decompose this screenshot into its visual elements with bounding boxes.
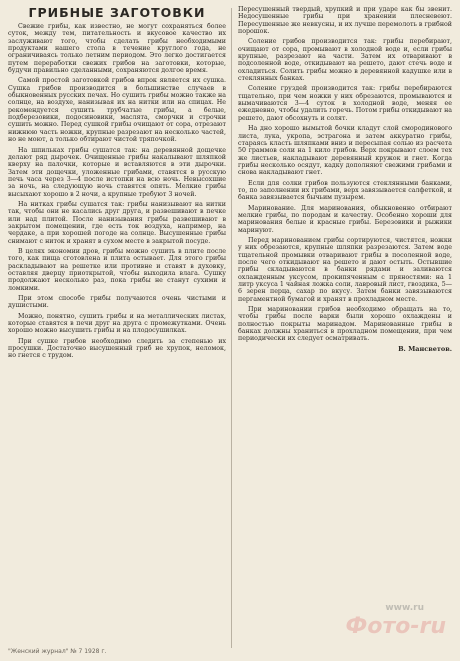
article-title: ГРИБНЫЕ ЗАГОТОВКИ <box>28 5 206 20</box>
paragraph: Перед маринованием грибы сортируются, чистятся, ножки у них обрезаются, крупные шляпки разрезаются. Затем воде тщательной промывки отваривают грибы в посоленной воде, после чего откидывают на решето и дают остыть. Остывшие грибы складываются в банки рядами и заливаются охлажденным уксусом, прокипяченным с пряностями: на 1 литр уксуса 1 чайная ложка соли, лавровый лист, гвоздика, 5—6 зерен перца, сахар по вкусу. Затем банки завязываются пергаментной бумагой и хранят в прохладном месте. <box>238 236 452 303</box>
watermark-logo: Фото-ru <box>345 614 446 639</box>
paragraph: Свежие грибы, как известно, не могут сохраняться более суток, между тем, питательность и вкусовое качество их заслуживают того, чтобы сделать грибы необходимыми продуктами нашего стола в течение круглого года, не ограничиваясь только летним периодом. Это легко достигается путем переработки свежих грибов на заготовки, которые, будучи правильно сделанными, сохраняются долгое время. <box>8 23 226 75</box>
paragraph: На шпильках грибы сушатся так: на деревянной дощечке делают ряд дырочек. Очищенные грибы накалывают шляпкой кверху на палочки, которые и вставляются в эти дырочки. Затем эти дощечки, уложенные грибами, ставятся в русскую печь часа через 3—4 после истопки на всю ночь. Невысохшие за ночь, на следующую ночь ставятся опять. Мелкие грибы высыхают хорошо в 2 ночи, а крупные требуют 3 ночей. <box>8 146 226 198</box>
paragraph: Маринование. Для маринования, обыкновенно отбирают мелкие грибы, по породам и качеству. Особенно хороши для маринования белые и красные грибы. Березовики и рыжики маринуют. <box>238 204 452 234</box>
paragraph: На нитках грибы сушатся так: грибы нанизывают на нитки так, чтобы они не касались друг друга, и развешивают в печке или над плитой. После нанизывания грибы развешивают в закрытом помещении, где есть ток воздуха, например, на чердаке, а при хорошей погоде на солнце. Высушенные грибы снимают с ниток и хранят в сухом месте в закрытой посуде. <box>8 200 226 245</box>
paragraph: Можно, понятно, сушить грибы и на металлических листах, которые ставятся в печи друг на друга с промежутками. Очень хорошо можно высушить грибы и на плодосушилках. <box>8 312 226 335</box>
right-column <box>238 6 452 353</box>
watermark-url: www.ru <box>385 603 424 613</box>
column-divider <box>231 8 232 648</box>
paragraph: При сушке грибов необходимо следить за степенью их просушки. Достаточно высушенный гриб не хрупок, неломок, но гнется с трудом. <box>8 337 226 360</box>
paragraph: На дно хорошо вымытой бочки кладут слой смородинового листа, лука, укропа, эстрагона и затем аккуратно грибы, стараясь класть шляпками вниз и пересыпая солью из расчета 50 граммов соли на 1 кило грибов. Верх покрывают слоем тех же листьев, накладывают деревянный кружок и гнет. Когда грибы несколько осядут, кадку дополняют свежими грибами и снова накладывают гнет. <box>238 125 452 177</box>
paragraph: При мариновании грибов необходимо обращать на то, чтобы грибы после варки были хорошо охлаждены и полностью покрыты маринадом. Маринованные грибы в банках должны храниться в прохладном помещении, при чем периодически их следует осматривать. <box>238 306 452 343</box>
paragraph: В целях экономии дров, грибы можно сушить в плите после того, как пища сготовлена и плита остывает. Для этого грибы раскладывают на решетке или противне и ставят в духовку, оставляя дверцу приоткрытой, чтобы выходила влага. Сушку продолжают несколько раз, пока грибы не станут сухими и ломкими. <box>8 247 226 292</box>
author-signature: В. Мансветов. <box>398 344 452 353</box>
paragraph: Самой простой заготовкой грибов впрок является их сушка. Сушка грибов производится в большинстве случаев в обыкновенных русских печах. Но сушить грибы можно также на солнце, на воздухе, нанизывая их на нитки или на спицах. Не рекомендуется сушить трубчатые грибы, а белые, подберезовики, подосиновики, маслята, сморчки и строчки сушить можно. Перед сушкой грибы очищают от сора, отрезают нижнюю часть ножки, крупные разрезают на несколько частей, но не моют, а только обтирают чистой тряпочкой. <box>8 77 226 144</box>
paragraph: Соление грибов производится так: грибы перебирают, очищают от сора, промывают в холодной воде и, если грибы крупные, разрезают на части. Затем их отваривают в подсоленной воде, откидывают на решето, дают стечь воде и охладиться. Солить грибы можно в деревянной кадушке или в стеклянных банках. <box>238 38 452 83</box>
left-column <box>8 6 226 363</box>
paragraph: Пересушенный твердый, хрупкий и при ударе как бы звенит. Недосушенные грибы при хранении плесневеют. Пересушенные же невкусны, и их лучше перемолоть в грибной порошок. <box>238 6 452 36</box>
paragraph: Соление груздей производится так: грибы перебираются тщательно, при чем ножки у них обрезаются, промываются и вымачиваются 3—4 суток в холодной воде, меняя ее ежедневно, чтобы удалить горечь. Потом грибы откидывают на решето, дают обсохнуть и солят. <box>238 85 453 122</box>
source-caption: "Женский журнал" № 7 1928 г. <box>8 648 107 655</box>
paragraph: Если для солки грибов пользуются стеклянными банками, то, по заполнении их грибами, верх завязывается салфеткой, и банка завязывается бычьим пузырем. <box>238 179 452 202</box>
paragraph: При этом способе грибы получаются очень чистыми и душистыми. <box>8 295 226 310</box>
